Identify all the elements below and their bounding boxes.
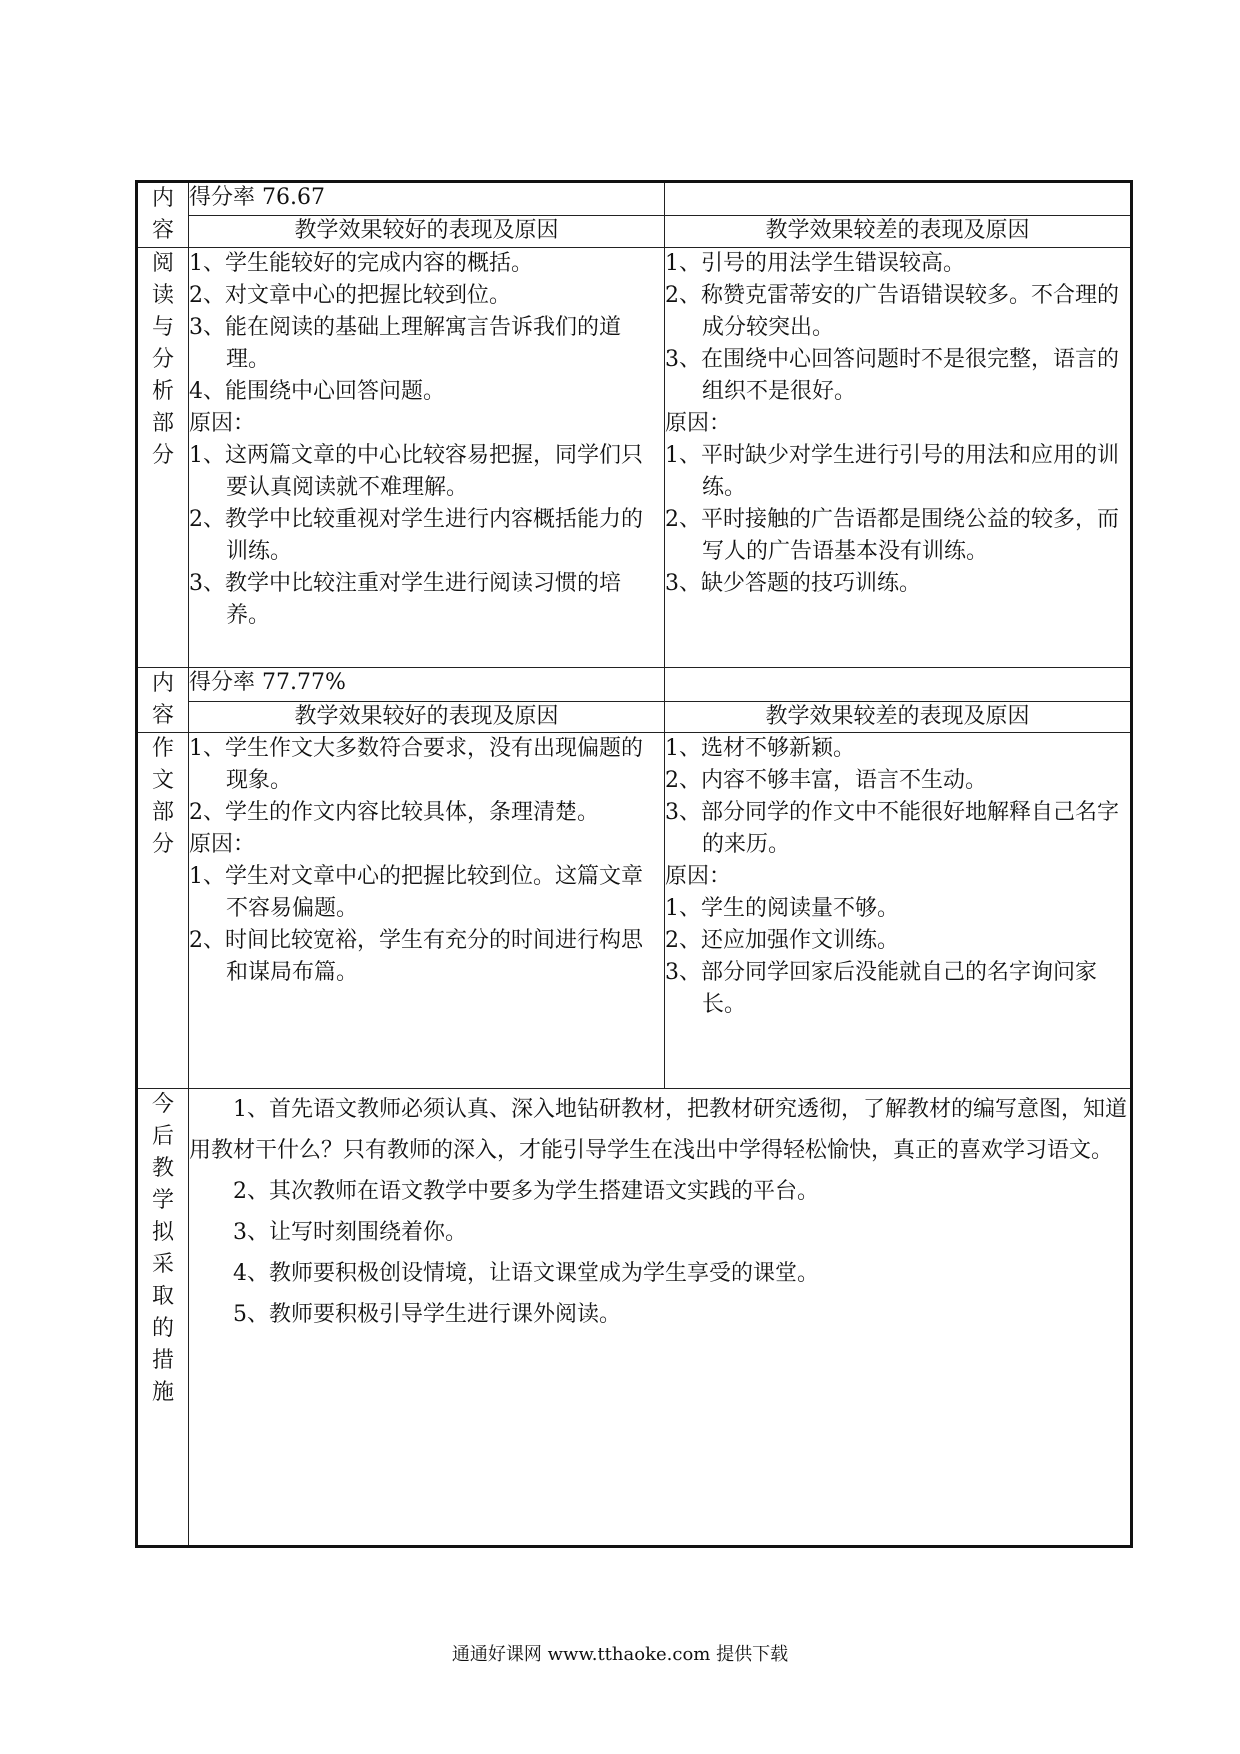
reading-section-label-text: 阅 读 与 分 析 部 分 [151, 251, 174, 468]
writing-section-label [137, 733, 189, 1089]
list-item: 3、缺少答题的技巧训练。 [665, 571, 921, 596]
measure-paragraph: 2、其次教师在语文教学中要多为学生搭建语文实践的平台。 [233, 1179, 819, 1204]
reading-score-row [137, 182, 1132, 216]
measure-paragraph: 4、教师要积极创设情境，让语文课堂成为学生享受的课堂。 [233, 1261, 819, 1286]
reading-content-label [137, 182, 189, 248]
writing-good-cell [189, 733, 665, 1089]
list-item: 1、学生能较好的完成内容的概括。 [189, 251, 533, 276]
list-item: 1、选材不够新颖。 [665, 736, 855, 761]
list-item: 1、学生对文章中心的把握比较到位。这篇文章不容易偏题。 [189, 864, 643, 921]
list-item: 1、平时缺少对学生进行引号的用法和应用的训练。 [665, 443, 1119, 500]
reading-score-empty-cell [665, 182, 1132, 216]
list-item: 2、学生的作文内容比较具体，条理清楚。 [189, 800, 599, 825]
reading-good-cell [189, 248, 665, 668]
list-item: 3、教学中比较注重对学生进行阅读习惯的培养。 [189, 571, 621, 628]
list-item: 3、在围绕中心回答问题时不是很完整，语言的组织不是很好。 [665, 347, 1119, 404]
measures-section-label [137, 1089, 189, 1547]
measure-paragraph: 5、教师要积极引导学生进行课外阅读。 [233, 1302, 621, 1327]
reason-title: 原因： [189, 411, 256, 436]
reading-bad-header: 教学效果较差的表现及原因 [665, 216, 1132, 248]
writing-bad-header: 教学效果较差的表现及原因 [665, 701, 1132, 732]
list-item: 1、学生的阅读量不够。 [665, 896, 899, 921]
list-item: 1、这两篇文章的中心比较容易把握，同学们只要认真阅读就不难理解。 [189, 443, 643, 500]
list-item: 3、能在阅读的基础上理解寓言告诉我们的道理。 [189, 315, 621, 372]
list-item: 3、部分同学回家后没能就自己的名字询问家长。 [665, 960, 1097, 1017]
reading-content-label-text: 内 容 [151, 186, 174, 243]
measures-section-label-text: 今 后 教 学 拟 采 取 的 措 施 [151, 1092, 174, 1405]
list-item: 4、能围绕中心回答问题。 [189, 379, 445, 404]
list-item: 2、平时接触的广告语都是围绕公益的较多，而写人的广告语基本没有训练。 [665, 507, 1119, 564]
reading-section-label [137, 248, 189, 668]
measures-cell [189, 1089, 1132, 1547]
list-item: 3、部分同学的作文中不能很好地解释自己名字的来历。 [665, 800, 1119, 857]
list-item: 2、还应加强作文训练。 [665, 928, 899, 953]
writing-section-label-text: 作 文 部 分 [151, 736, 174, 857]
page-footer: 通通好课网 www.tthaoke.com 提供下载 [451, 1644, 789, 1665]
writing-score-row [137, 668, 1132, 702]
reason-title: 原因： [665, 864, 732, 889]
list-item: 2、称赞克雷蒂安的广告语错误较多。不合理的成分较突出。 [665, 283, 1119, 340]
writing-content-label [137, 668, 189, 733]
reading-bad-cell [665, 248, 1132, 668]
analysis-table [135, 180, 1133, 1548]
list-item: 2、时间比较宽裕，学生有充分的时间进行构思和谋局布篇。 [189, 928, 643, 985]
list-item: 1、学生作文大多数符合要求，没有出现偏题的现象。 [189, 736, 643, 793]
list-item: 1、引号的用法学生错误较高。 [665, 251, 965, 276]
writing-score-empty-cell [665, 668, 1132, 702]
reason-title: 原因： [665, 411, 732, 436]
list-item: 2、对文章中心的把握比较到位。 [189, 283, 511, 308]
reading-body-row [137, 248, 1132, 668]
reading-score: 得分率 76.67 [189, 182, 665, 216]
writing-body-row [137, 733, 1132, 1089]
writing-content-label-text: 内 容 [151, 671, 174, 728]
writing-score: 得分率 77.77% [189, 668, 665, 702]
writing-bad-cell [665, 733, 1132, 1089]
list-item: 2、内容不够丰富，语言不生动。 [665, 768, 987, 793]
reading-good-header: 教学效果较好的表现及原因 [189, 216, 665, 248]
writing-header-row [137, 701, 1132, 732]
list-item: 2、教学中比较重视对学生进行内容概括能力的训练。 [189, 507, 643, 564]
measures-row [137, 1089, 1132, 1547]
reading-header-row [137, 216, 1132, 248]
reason-title: 原因： [189, 832, 256, 857]
writing-good-header: 教学效果较好的表现及原因 [189, 701, 665, 732]
measure-paragraph: 3、让写时刻围绕着你。 [233, 1220, 467, 1245]
measure-paragraph: 1、首先语文教师必须认真、深入地钻研教材，把教材研究透彻，了解教材的编写意图，知道用教材干什么？只有教师的深入，才能引导学生在浅出中学得轻松愉快，真正的喜欢学习语文。 [189, 1097, 1128, 1163]
